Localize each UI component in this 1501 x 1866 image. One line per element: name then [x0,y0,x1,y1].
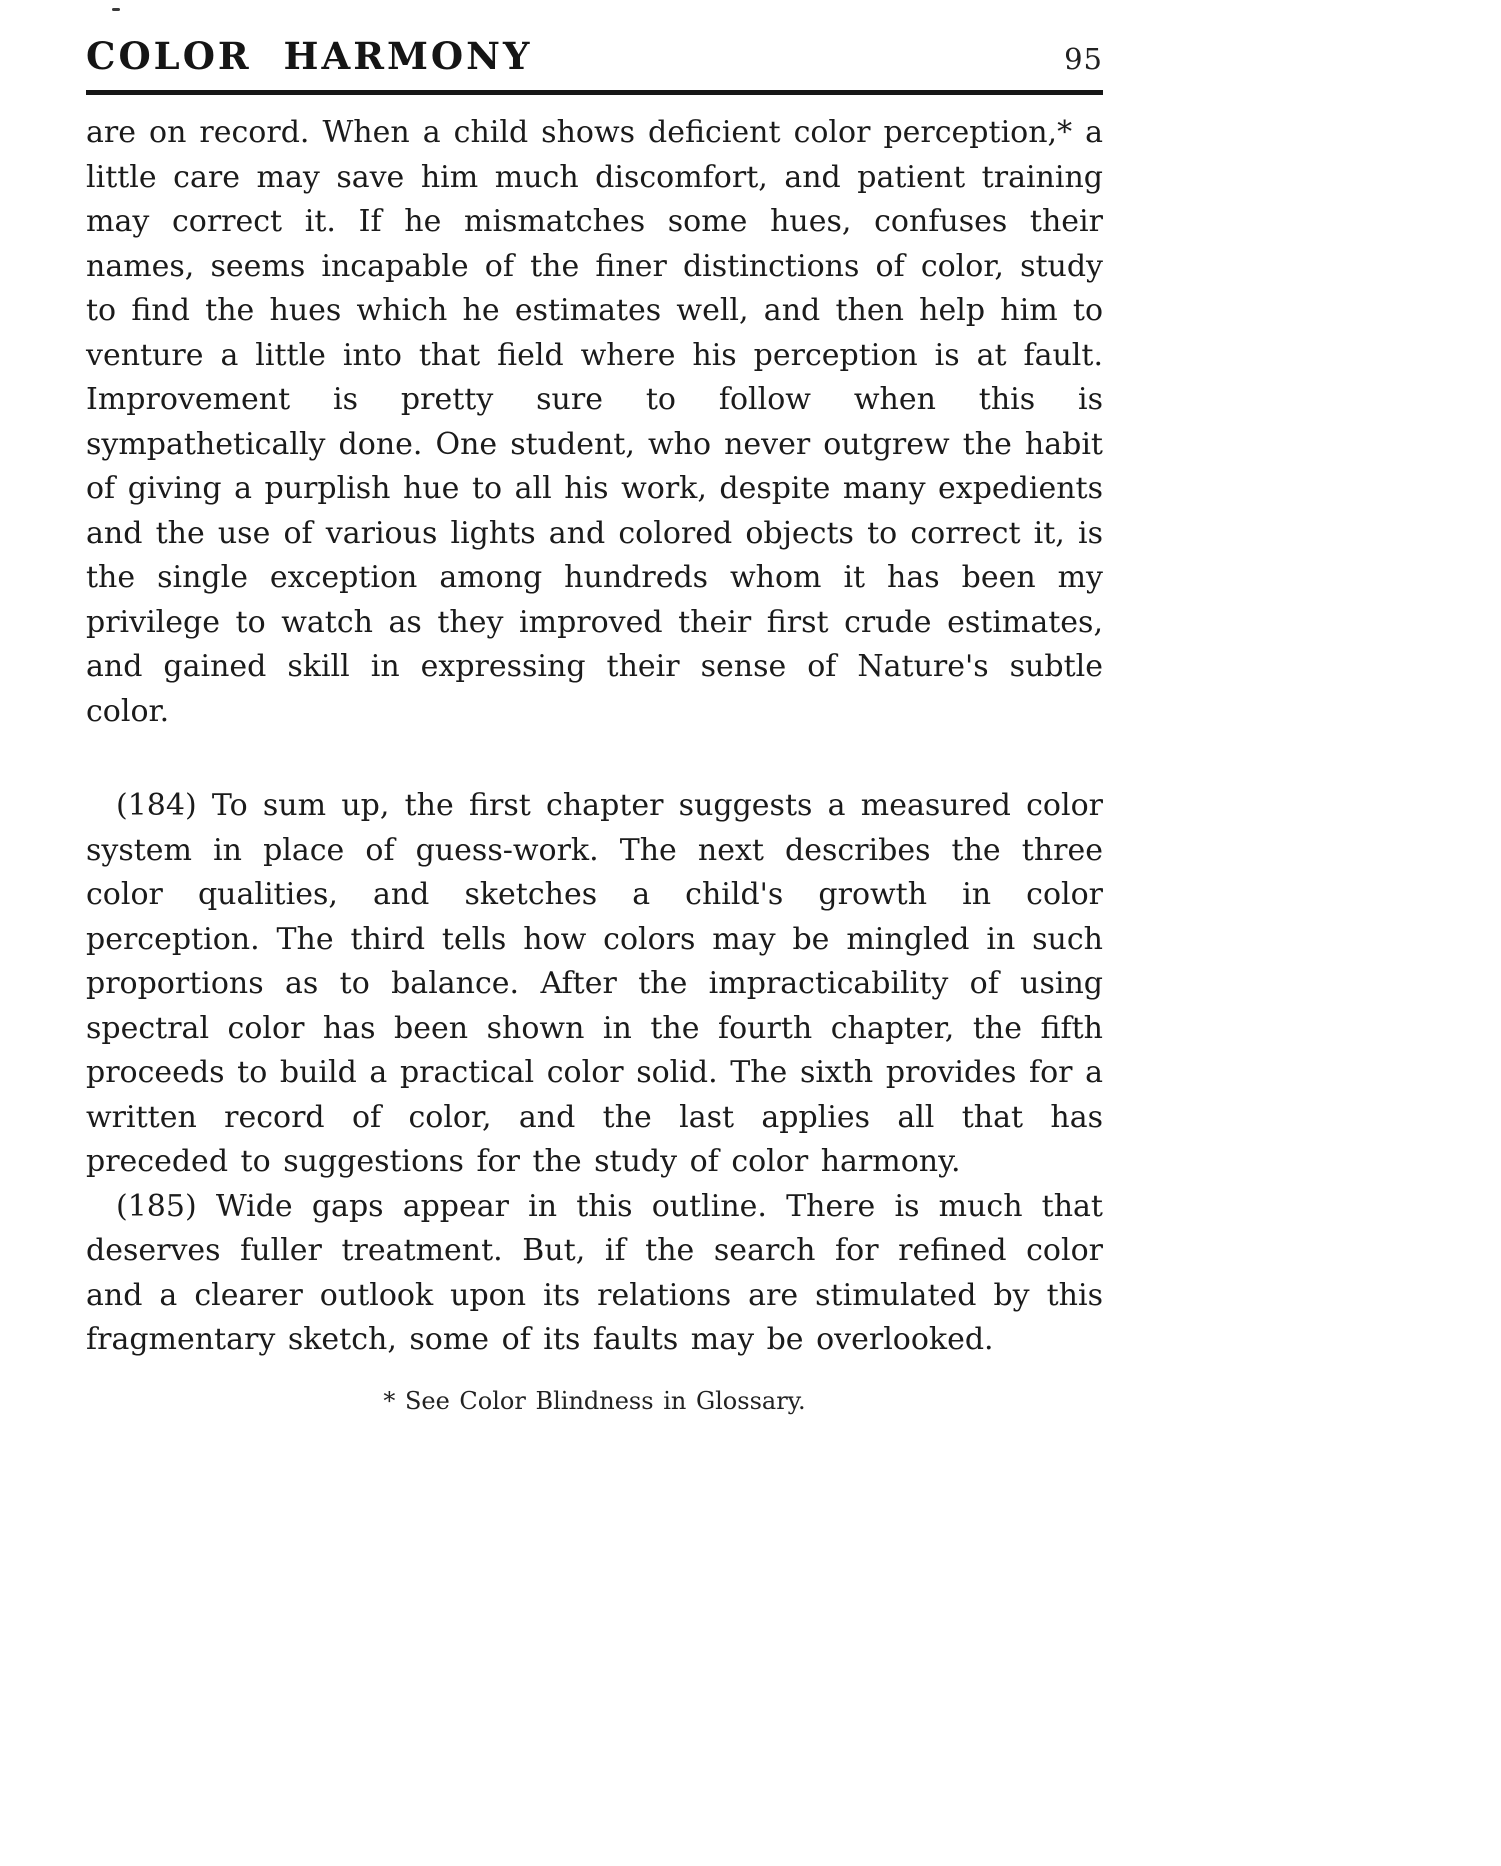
paragraph-184: (184) To sum up, the first chapter suggests a measured color system in place of guess-work. The next describes the three color qualities, and sketches a child's growth in color perception. The third tells how colors may be mingled in such proportions as to balance. After the impracticability of using spectral color has been shown in the fourth chapter, the fifth proceeds to build a practical color solid. The sixth provides for a written record of color, and the last applies all that has preceded to suggestions for the study of color harmony. [86,788,1103,1179]
paragraph-continuation: are on record. When a child shows deficient color perception,* a little care may save him much discomfort, and patient training may correct it. If he mismatches some hues, confuses their names, seems incapable of the finer distinctions of color, study to find the hues which he estimates well, and then help him to venture a little into that field where his perception is at fault. Improvement is pretty sure to follow when this is sympathetically done. One student, who never outgrew the habit of giving a purplish hue to all his work, despite many expedients and the use of various lights and colored objects to correct it, is the single exception among hundreds whom it has been my privilege to watch as they improved their first crude estimates, and gained skill in expressing their sense of Nature's subtle color. [86,115,1104,729]
body-text [86,111,1103,1363]
paragraph-185: (185) Wide gaps appear in this outline. There is much that deserves fuller treatment. But, if the search for refined color and a clearer outlook upon its relations are stimulated by this fragmentary sketch, some of its faults may be overlooked. [86,1188,1103,1357]
scan-artifact [112,8,120,11]
page-header [86,34,1103,78]
header-rule [86,90,1103,95]
running-title: COLOR HARMONY [86,34,533,78]
page-number: 95 [1064,42,1103,76]
footnote: * See Color Blindness in Glossary. [383,1386,806,1415]
